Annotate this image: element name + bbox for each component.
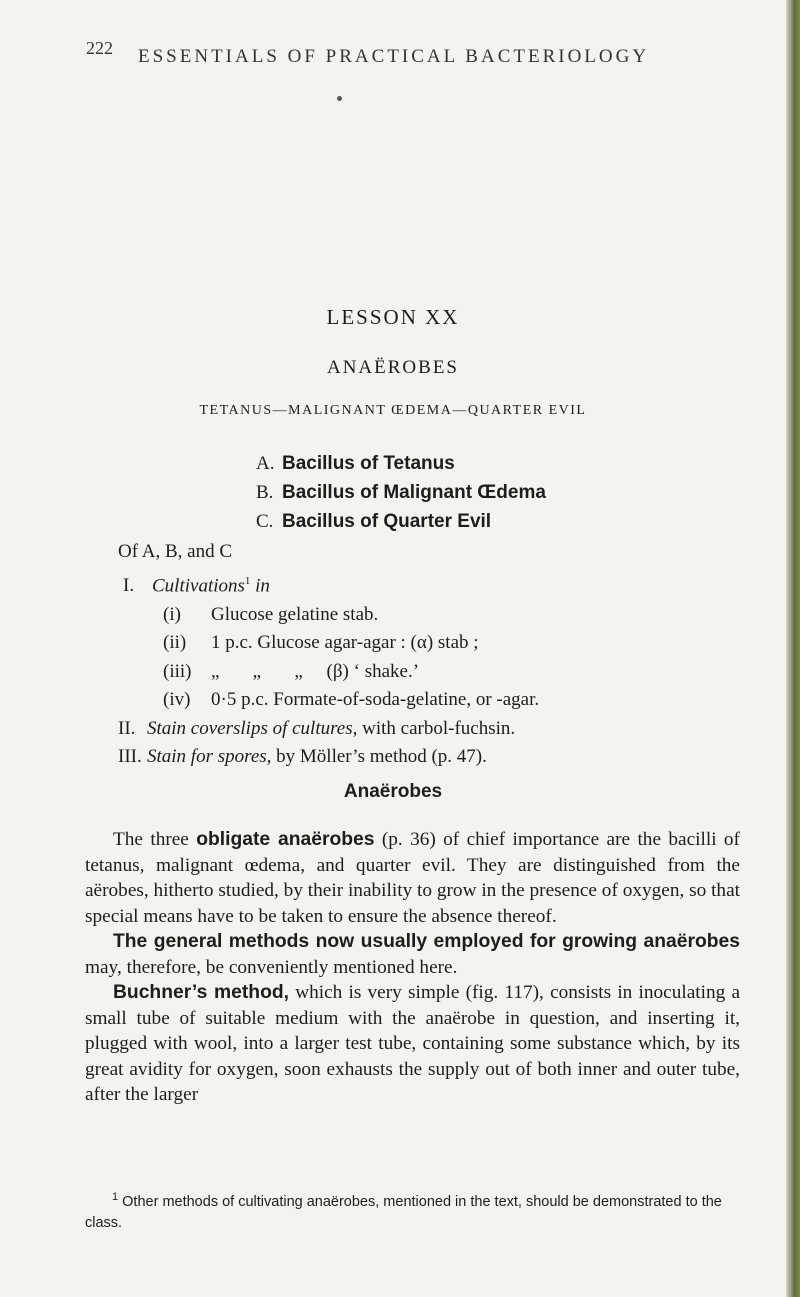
page-edge-binding	[786, 0, 800, 1297]
subitem-number: (ii)	[163, 632, 187, 654]
running-title: ESSENTIALS OF PRACTICAL BACTERIOLOGY	[138, 46, 650, 67]
outline-intro: Of A, B, and C	[118, 541, 232, 562]
outline-item-label: Cultivations	[152, 574, 245, 596]
paragraph	[85, 827, 740, 929]
outline-item-tail: by Möller’s method (p. 47).	[276, 746, 487, 768]
outline-subitem	[118, 658, 539, 687]
paragraph-emphasis: obligate anaërobes	[196, 829, 375, 850]
outline-item-tail: with carbol-fuchsin.	[362, 717, 516, 739]
list-item	[256, 507, 546, 536]
outline-item-label: Stain for spores,	[147, 746, 272, 768]
lesson-title: LESSON XX	[326, 305, 460, 329]
subitem-text: 0·5 p.c. Formate-of-soda-gelatine, or -agar.	[211, 689, 540, 711]
outline-subitem	[118, 629, 539, 658]
outline-subitem	[118, 601, 539, 630]
subitem-number: (i)	[163, 603, 181, 625]
ink-speck	[337, 96, 342, 101]
practical-outline	[118, 538, 539, 772]
bacilli-list	[256, 449, 546, 536]
list-item-name: Bacillus of Tetanus	[282, 453, 455, 474]
page-number: 222	[86, 38, 113, 58]
outline-item-1	[118, 567, 539, 601]
list-item	[256, 449, 546, 478]
outline-item-tail: in	[255, 574, 270, 596]
outline-item-number: III.	[118, 746, 142, 768]
paragraph-text: may, therefore, be conveniently mentioned here.	[85, 956, 458, 978]
subitem-text: „ „ „ (β) ‘ shake.’	[211, 660, 420, 682]
outline-subitem	[118, 686, 539, 715]
subitem-text: 1 p.c. Glucose agar-agar : (α) stab ;	[211, 632, 479, 654]
list-item-name: Bacillus of Malignant Œdema	[282, 482, 546, 503]
subitem-number: (iv)	[163, 689, 191, 711]
lesson-topics: TETANUS—MALIGNANT ŒDEMA—QUARTER EVIL	[199, 403, 587, 418]
list-item-letter: C.	[256, 511, 274, 532]
paragraph-text: which is very simple (fig. 117), consists in inoculating a small tube of suitable medium with the anaërobe in question, and inserting it, plugged with wool, into a larger test tube, containing some substance which, by its great avidity for oxygen, soon exhausts the supply out of both inner and outer tube, after the larger	[85, 982, 740, 1105]
subitem-number: (iii)	[163, 660, 192, 682]
list-item	[256, 478, 546, 507]
paragraph	[85, 980, 740, 1108]
list-item-letter: A.	[256, 453, 275, 474]
paragraph-emphasis: The general methods now usually employed for growing anaërobes	[113, 931, 740, 952]
outline-item-number: I.	[123, 574, 135, 596]
paragraph	[85, 929, 740, 980]
outline-item-number: II.	[118, 717, 136, 739]
outline-item-2	[118, 715, 539, 744]
paragraph-lead: The three	[113, 829, 189, 850]
footnote-marker: 1	[244, 574, 251, 587]
footnote-mark: 1	[112, 1191, 119, 1203]
paragraph-emphasis: Buchner’s method,	[113, 982, 289, 1003]
list-item-letter: B.	[256, 482, 274, 503]
outline-item-3	[118, 743, 539, 772]
outline-item-label: Stain coverslips of cultures,	[147, 717, 358, 739]
footnote	[85, 1187, 740, 1234]
footnote-text: Other methods of cultivating anaërobes, mentioned in the text, should be demonstrated to the class.	[85, 1193, 722, 1231]
list-item-name: Bacillus of Quarter Evil	[282, 511, 492, 532]
section-heading: Anaërobes	[343, 781, 443, 802]
body-text	[85, 827, 740, 1108]
paragraph-text: (p. 36) of chief importance are the bacilli of tetanus, malignant œdema, and quarter evil. They are distinguished from the aërobes, hitherto studied, by their inability to grow in the presence of oxygen, so that special means have to be taken to ensure the absence thereof.	[85, 829, 740, 927]
subitem-text: Glucose gelatine stab.	[211, 603, 379, 625]
lesson-subtitle: ANAËROBES	[326, 357, 459, 378]
